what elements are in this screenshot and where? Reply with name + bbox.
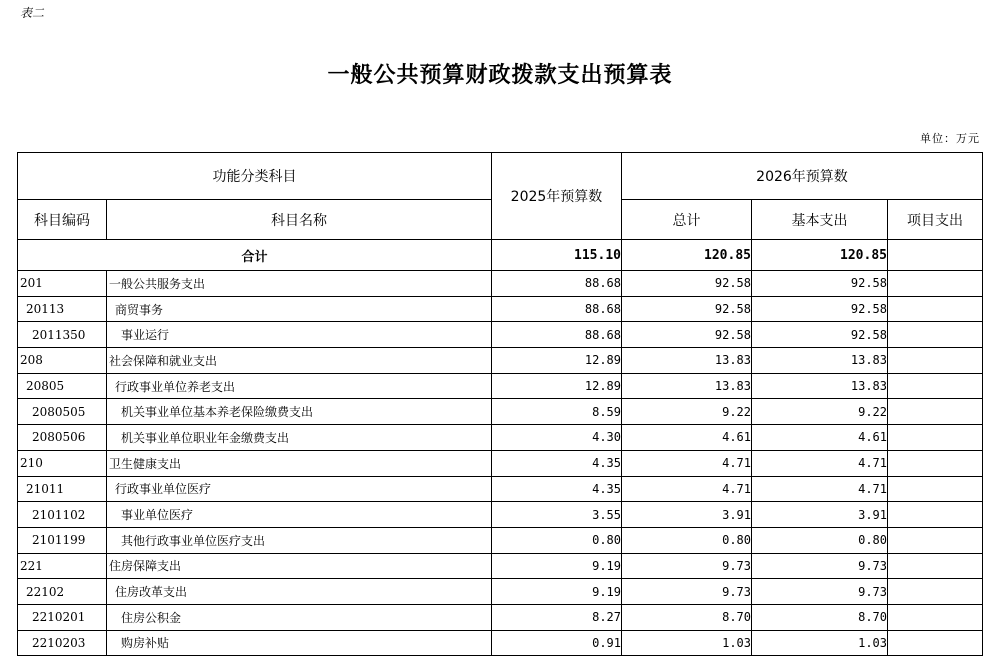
table-row (18, 425, 983, 451)
row-project-value (888, 425, 983, 451)
row-code: 2101102 (18, 502, 107, 528)
row-name: 事业运行 (107, 322, 492, 348)
row-project-value (888, 296, 983, 322)
row-name: 商贸事务 (107, 296, 492, 322)
table-row (18, 527, 983, 553)
row-name: 机关事业单位基本养老保险缴费支出 (107, 399, 492, 425)
row-prev-value: 0.80 (492, 527, 622, 553)
row-total-value: 3.91 (622, 502, 752, 528)
row-project-value (888, 373, 983, 399)
row-prev-value: 12.89 (492, 373, 622, 399)
table-row (18, 348, 983, 374)
row-prev-value: 9.19 (492, 579, 622, 605)
row-project-value (888, 399, 983, 425)
row-prev-value: 88.68 (492, 322, 622, 348)
row-name: 机关事业单位职业年金缴费支出 (107, 425, 492, 451)
row-prev-value: 9.19 (492, 553, 622, 579)
row-name: 住房保障支出 (107, 553, 492, 579)
table-row (18, 502, 983, 528)
row-prev-value: 8.59 (492, 399, 622, 425)
total-row (18, 240, 983, 271)
row-basic-value: 13.83 (752, 373, 888, 399)
row-total-value: 9.73 (622, 553, 752, 579)
code-header: 科目编码 (18, 200, 107, 240)
row-total-value: 9.73 (622, 579, 752, 605)
basic-header: 基本支出 (752, 200, 888, 240)
row-code: 2101199 (18, 527, 107, 553)
row-code: 2011350 (18, 322, 107, 348)
total-basic-value: 120.85 (752, 240, 888, 271)
row-code: 21011 (18, 476, 107, 502)
project-header: 项目支出 (888, 200, 983, 240)
row-project-value (888, 502, 983, 528)
row-name: 其他行政事业单位医疗支出 (107, 527, 492, 553)
table-row (18, 604, 983, 630)
row-basic-value: 92.58 (752, 296, 888, 322)
row-prev-value: 88.68 (492, 271, 622, 297)
row-prev-value: 4.30 (492, 425, 622, 451)
row-total-value: 1.03 (622, 630, 752, 656)
row-prev-value: 4.35 (492, 476, 622, 502)
row-total-value: 13.83 (622, 373, 752, 399)
row-prev-value: 0.91 (492, 630, 622, 656)
func-group-header: 功能分类科目 (18, 153, 492, 200)
row-basic-value: 4.71 (752, 450, 888, 476)
row-basic-value: 4.61 (752, 425, 888, 451)
row-basic-value: 92.58 (752, 271, 888, 297)
total-project-value (888, 240, 983, 271)
row-code: 2210201 (18, 604, 107, 630)
row-name: 住房公积金 (107, 604, 492, 630)
row-total-value: 4.61 (622, 425, 752, 451)
table-row (18, 450, 983, 476)
total-label: 合计 (18, 240, 492, 271)
row-prev-value: 8.27 (492, 604, 622, 630)
total-total-value: 120.85 (622, 240, 752, 271)
row-name: 社会保障和就业支出 (107, 348, 492, 374)
row-total-value: 0.80 (622, 527, 752, 553)
table-row (18, 271, 983, 297)
table-row (18, 296, 983, 322)
table-row (18, 630, 983, 656)
row-basic-value: 9.73 (752, 553, 888, 579)
row-project-value (888, 450, 983, 476)
row-code: 208 (18, 348, 107, 374)
table-body (18, 240, 983, 656)
row-prev-value: 12.89 (492, 348, 622, 374)
row-code: 20113 (18, 296, 107, 322)
table-tag: 表二 (20, 6, 45, 20)
row-name: 事业单位医疗 (107, 502, 492, 528)
row-total-value: 92.58 (622, 271, 752, 297)
row-project-value (888, 630, 983, 656)
row-total-value: 8.70 (622, 604, 752, 630)
row-name: 行政事业单位养老支出 (107, 373, 492, 399)
row-name: 购房补贴 (107, 630, 492, 656)
table-row (18, 399, 983, 425)
row-project-value (888, 579, 983, 605)
row-prev-value: 88.68 (492, 296, 622, 322)
row-total-value: 9.22 (622, 399, 752, 425)
row-code: 20805 (18, 373, 107, 399)
row-project-value (888, 553, 983, 579)
table-row (18, 373, 983, 399)
page-title: 一般公共预算财政拨款支出预算表 (327, 62, 673, 88)
table-row (18, 553, 983, 579)
row-code: 2210203 (18, 630, 107, 656)
row-name: 行政事业单位医疗 (107, 476, 492, 502)
row-prev-value: 3.55 (492, 502, 622, 528)
row-project-value (888, 322, 983, 348)
row-code: 221 (18, 553, 107, 579)
row-total-value: 92.58 (622, 322, 752, 348)
row-basic-value: 1.03 (752, 630, 888, 656)
row-project-value (888, 271, 983, 297)
name-header: 科目名称 (107, 200, 492, 240)
row-code: 22102 (18, 579, 107, 605)
table-row (18, 579, 983, 605)
row-prev-value: 4.35 (492, 450, 622, 476)
row-project-value (888, 527, 983, 553)
row-total-value: 92.58 (622, 296, 752, 322)
row-name: 一般公共服务支出 (107, 271, 492, 297)
table-row (18, 322, 983, 348)
curr-year-header: 2026年预算数 (622, 153, 983, 200)
total-header: 总计 (622, 200, 752, 240)
row-project-value (888, 476, 983, 502)
prev-year-header: 2025年预算数 (492, 153, 622, 240)
row-basic-value: 92.58 (752, 322, 888, 348)
total-prev-value: 115.10 (492, 240, 622, 271)
row-total-value: 4.71 (622, 450, 752, 476)
row-total-value: 4.71 (622, 476, 752, 502)
row-name: 卫生健康支出 (107, 450, 492, 476)
row-total-value: 13.83 (622, 348, 752, 374)
row-code: 210 (18, 450, 107, 476)
row-basic-value: 0.80 (752, 527, 888, 553)
row-basic-value: 13.83 (752, 348, 888, 374)
unit-label: 单位：万元 (920, 132, 980, 145)
budget-table (17, 152, 983, 656)
row-basic-value: 8.70 (752, 604, 888, 630)
row-basic-value: 9.73 (752, 579, 888, 605)
row-basic-value: 3.91 (752, 502, 888, 528)
row-code: 2080506 (18, 425, 107, 451)
row-name: 住房改革支出 (107, 579, 492, 605)
row-basic-value: 9.22 (752, 399, 888, 425)
row-project-value (888, 348, 983, 374)
row-basic-value: 4.71 (752, 476, 888, 502)
row-code: 2080505 (18, 399, 107, 425)
row-code: 201 (18, 271, 107, 297)
row-project-value (888, 604, 983, 630)
table-row (18, 476, 983, 502)
